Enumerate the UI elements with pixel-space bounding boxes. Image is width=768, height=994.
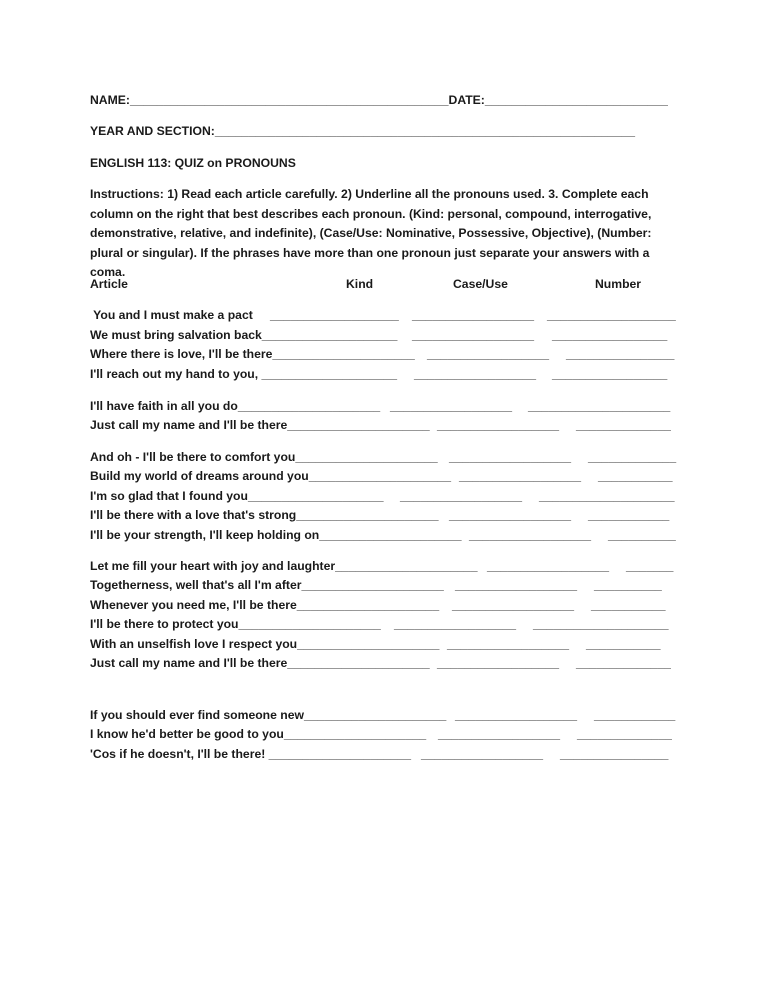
number-blank[interactable]: _____________: [588, 450, 677, 464]
answer-row: [0, 708, 768, 726]
case-blank[interactable]: __________________: [400, 489, 523, 503]
answer-row: [0, 418, 768, 436]
answer-row: [0, 528, 768, 546]
number-blank[interactable]: ______________: [576, 656, 671, 670]
answer-row: [0, 598, 768, 616]
row-article: Whenever you need me, I'll be there_____________________: [90, 598, 440, 612]
case-blank[interactable]: __________________: [469, 528, 592, 542]
answer-row: [0, 559, 768, 577]
column-header-kind: Kind: [346, 277, 374, 291]
row-article: Let me fill your heart with joy and laughter_____________________: [90, 559, 478, 573]
number-blank[interactable]: ___________________: [547, 308, 676, 322]
row-article: I know he'd better be good to you_____________________: [90, 727, 427, 741]
answer-row: [0, 617, 768, 635]
answer-row: [0, 489, 768, 507]
row-article: Where there is love, I'll be there_____________________: [90, 347, 415, 361]
row-article: You and I must make a pact: [90, 308, 253, 322]
number-blank[interactable]: ___________: [586, 637, 661, 651]
answer-row: [0, 578, 768, 596]
number-blank[interactable]: ____________________: [539, 489, 675, 503]
case-blank[interactable]: __________________: [437, 418, 560, 432]
row-article: I'll reach out my hand to you, ____________________: [90, 367, 398, 381]
number-blank[interactable]: _____________________: [528, 399, 671, 413]
case-blank[interactable]: __________________: [421, 747, 544, 761]
quiz-title: ENGLISH 113: QUIZ on PRONOUNS: [90, 156, 296, 170]
column-header-number: Number: [595, 277, 642, 291]
case-blank[interactable]: __________________: [455, 578, 578, 592]
answer-row: [0, 469, 768, 487]
case-blank[interactable]: __________________: [449, 508, 572, 522]
case-blank[interactable]: __________________: [414, 367, 537, 381]
number-blank[interactable]: ________________: [566, 347, 675, 361]
row-article: 'Cos if he doesn't, I'll be there! _____________________: [90, 747, 412, 761]
number-blank[interactable]: ______________: [577, 727, 672, 741]
case-blank[interactable]: __________________: [427, 347, 550, 361]
answer-row: [0, 656, 768, 674]
case-blank[interactable]: __________________: [438, 727, 561, 741]
row-article: I'll have faith in all you do_____________________: [90, 399, 381, 413]
case-blank[interactable]: __________________: [447, 637, 570, 651]
case-blank[interactable]: __________________: [412, 308, 535, 322]
column-header-article: Article: [90, 277, 128, 291]
row-article: I'll be there to protect you_____________________: [90, 617, 381, 631]
number-blank[interactable]: __________: [594, 578, 662, 592]
row-article: We must bring salvation back____________________: [90, 328, 398, 342]
row-article: And oh - I'll be there to comfort you_____________________: [90, 450, 438, 464]
number-blank[interactable]: __________: [608, 528, 676, 542]
row-article: Just call my name and I'll be there_____________________: [90, 656, 430, 670]
case-blank[interactable]: __________________: [452, 598, 575, 612]
case-blank[interactable]: __________________: [394, 617, 517, 631]
number-blank[interactable]: ________________: [560, 747, 669, 761]
number-blank[interactable]: ___________: [598, 469, 673, 483]
row-article: Togetherness, well that's all I'm after_____________________: [90, 578, 444, 592]
case-blank[interactable]: __________________: [412, 328, 535, 342]
name-date-line: NAME:_______________________________________________DATE:___________________________: [90, 93, 668, 107]
answer-row: [0, 508, 768, 526]
number-blank[interactable]: _________________: [552, 367, 668, 381]
answer-row: [0, 367, 768, 385]
number-blank[interactable]: _______: [626, 559, 674, 573]
row-article: I'll be there with a love that's strong_____________________: [90, 508, 439, 522]
number-blank[interactable]: ____________________: [533, 617, 669, 631]
year-section-line: YEAR AND SECTION:______________________________________________________________: [90, 124, 636, 138]
answer-row: [0, 399, 768, 417]
answer-row: [0, 328, 768, 346]
answer-row: [0, 450, 768, 468]
number-blank[interactable]: ______________: [576, 418, 671, 432]
case-blank[interactable]: __________________: [455, 708, 578, 722]
row-article: I'm so glad that I found you____________________: [90, 489, 384, 503]
case-blank[interactable]: __________________: [449, 450, 572, 464]
row-article: I'll be your strength, I'll keep holding on_____________________: [90, 528, 462, 542]
row-article: Just call my name and I'll be there_____________________: [90, 418, 430, 432]
instructions: Instructions: 1) Read each article carefully. 2) Underline all the pronouns used. 3. Complete each column on the right that best describes each pronoun. (Kind: personal, compound, interrogative, demonstrative, relative, and indefinite), (Case/Use: Nominative, Possessive, Objective), (Number: plural or singular). If the phrases have more than one pronoun just separate your answers with a coma.: [90, 187, 652, 279]
answer-row: [0, 727, 768, 745]
column-header-case-use: Case/Use: [453, 277, 508, 291]
number-blank[interactable]: ___________: [591, 598, 666, 612]
case-blank[interactable]: __________________: [437, 656, 560, 670]
number-blank[interactable]: _________________: [552, 328, 668, 342]
row-article: With an unselfish love I respect you_____________________: [90, 637, 440, 651]
answer-row: [0, 308, 768, 326]
answer-row: [0, 747, 768, 765]
case-blank[interactable]: __________________: [487, 559, 610, 573]
case-blank[interactable]: __________________: [390, 399, 513, 413]
answer-row: [0, 347, 768, 365]
answer-row: [0, 637, 768, 655]
number-blank[interactable]: ____________: [594, 708, 676, 722]
row-article: If you should ever find someone new_____________________: [90, 708, 447, 722]
number-blank[interactable]: ____________: [588, 508, 670, 522]
case-blank[interactable]: __________________: [459, 469, 582, 483]
row-article: Build my world of dreams around you_____________________: [90, 469, 452, 483]
kind-blank[interactable]: ___________________: [270, 308, 399, 322]
